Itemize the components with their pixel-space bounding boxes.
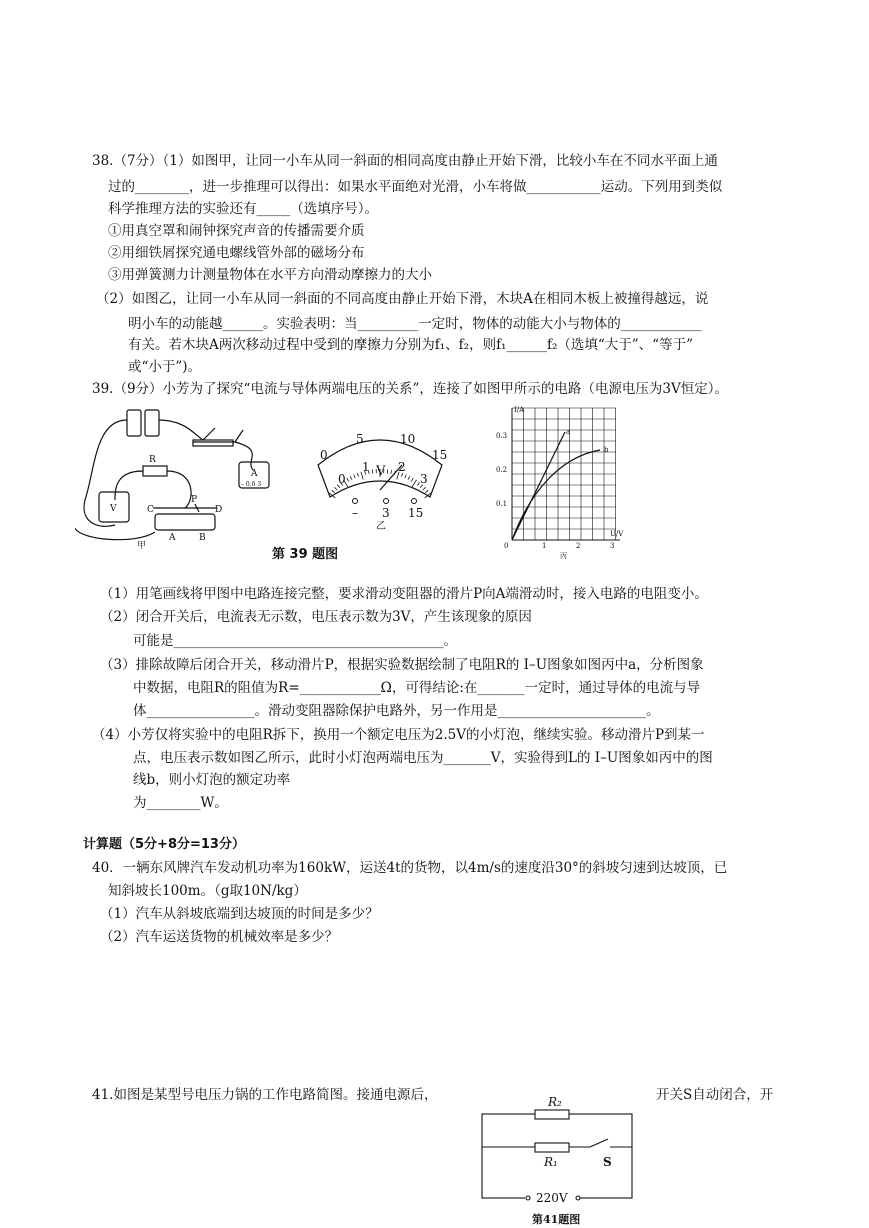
q40-line-2: 知斜坡长100m。（g取10N/kg）: [108, 883, 307, 899]
curve-a: [512, 432, 565, 540]
q40-sub-1: （1）汽车从斜坡底端到达坡顶的时间是多少？: [100, 906, 379, 922]
q39-sub-3-line-2: 中数据，电阻R的阻值为R=____________Ω，可得结论:在_______一定时，通过导体的电流与导: [133, 680, 701, 696]
label-fig-bing: 丙: [560, 552, 567, 560]
meter-terminal-neg: –: [352, 506, 358, 520]
pressure-cooker-circuit: [470, 1092, 645, 1228]
q38-line-3: 科学推理方法的实验还有_____（选填序号）。: [108, 201, 378, 217]
graph-xtick-1: 1: [542, 542, 547, 550]
label-s: S: [603, 1155, 612, 1169]
q38-option-2: ②用细铁屑探究通电螺线管外部的磁场分布: [108, 245, 365, 261]
q38-part2-line-3: 有关。若木块A两次移动过程中受到的摩擦力分别为f₁、f₂，则f₁______f₂（选填“大于”、“等于”: [128, 337, 693, 353]
meter-tick: [408, 476, 410, 480]
q38-option-1: ①用真空罩和闹钟探究声音的传播需要介质: [108, 223, 365, 239]
switch-base: [193, 440, 233, 446]
meter-tick: [354, 474, 356, 478]
meter-tick: [425, 490, 428, 493]
meter-bottom-tick-2: 2: [398, 460, 406, 474]
label-ammeter-terminals: – 0.6 3: [241, 481, 262, 488]
q39-sub-4-line-3: 线b，则小灯泡的额定功率: [133, 772, 291, 788]
meter-tick: [405, 474, 407, 478]
q38-part2-line-2: 明小车的动能越______。实验表明：当_________一定时，物体的动能大小与物体的____________: [128, 316, 702, 332]
graph-xtick-2: 2: [576, 542, 581, 550]
meter-tick: [423, 487, 426, 490]
calc-section-heading: 计算题（5分+8分=13分）: [83, 837, 245, 852]
label-V: V: [110, 504, 117, 514]
label-ammeter: A: [251, 469, 258, 479]
label-D: D: [215, 505, 223, 515]
meter-unit: V: [376, 464, 386, 479]
q39-sub-3-line-3: 体________________。滑动变阻器除保护电路外，另一作用是______________________。: [133, 703, 660, 719]
q41-text-left: 41.如图是某型号电压力锅的工作电路简图。接通电源后，: [92, 1087, 438, 1103]
label-A: A: [169, 533, 176, 543]
graph-ylabel: I/A: [514, 406, 525, 414]
meter-terminal-15: 15: [408, 506, 424, 520]
resistor-r2: [535, 1110, 569, 1119]
q39-sub-4-line-2: 点，电压表示数如图乙所示，此时小灯泡两端电压为_______V，实验得到L的 I–U图象如丙中的图: [133, 750, 713, 766]
meter-bottom-tick-0: 0: [338, 472, 346, 486]
q38-line-2: 过的________，进一步推理可以得出：如果水平面绝对光滑，小车将做___________运动。下列用到类似: [108, 179, 723, 195]
q39-sub-3-line-1: （3）排除故障后闭合开关，移动滑片P，根据实验数据绘制了电阻R的 I–U图象如图丙中a，分析图象: [100, 657, 704, 673]
graph-ytick-01: 0.1: [496, 500, 508, 508]
graph-ytick-02: 0.2: [496, 466, 508, 474]
circuit-diagram-jia: [75, 400, 275, 550]
q39-sub-1: （1）用笔画线将甲图中电路连接完整，要求滑动变阻器的滑片P向A端滑动时，接入电路的电阻变小。: [100, 586, 708, 602]
curve-b-label: b: [604, 446, 609, 454]
resistor-r1: [535, 1143, 569, 1152]
q40-line-1: 40．一辆东风牌汽车发动机功率为160kW，运送4t的货物，以4m/s的速度沿30°的斜坡匀速到达坡顶，已: [92, 860, 728, 876]
meter-tick: [411, 478, 413, 481]
battery-1: [127, 410, 141, 436]
iu-graph-bing: [490, 402, 630, 562]
meter-top-tick-15: 15: [432, 448, 448, 462]
graph-xtick-0: 0: [504, 542, 509, 550]
meter-terminal-3: 3: [382, 506, 390, 520]
meter-bottom-tick-1: 1: [362, 460, 370, 474]
q39-sub-2-line-1: （2）闭合开关后，电流表无示数，电压表示数为3V，产生该现象的原因: [100, 609, 532, 625]
q39-sub-4-line-4: 为________W。: [133, 795, 228, 811]
graph-xlabel: U/V: [610, 530, 624, 538]
meter-top-tick-0: 0: [320, 448, 328, 462]
q38-part2-line-4: 或“小于”)。: [128, 359, 202, 375]
q41-text-right: 开关S自动闭合，开: [656, 1087, 774, 1103]
q38-part2-line-1: （2）如图乙，让同一小车从同一斜面的不同高度由静止开始下滑，木块A在相同木板上被撞得越远，说: [96, 291, 709, 307]
meter-top-tick-5: 5: [356, 432, 364, 446]
meter-tick: [391, 470, 392, 474]
curve-b: [512, 450, 600, 540]
label-r1: R₁: [544, 1155, 558, 1169]
label-voltage: 220V: [536, 1191, 568, 1205]
meter-bottom-tick-3: 3: [420, 472, 428, 486]
q38-option-3: ③用弹簧测力计测量物体在水平方向滑动摩擦力的大小: [108, 267, 432, 283]
resistor-r: [143, 466, 167, 476]
meter-tick: [357, 473, 358, 477]
curve-a-label: a: [566, 428, 571, 436]
label-fig-yi: 乙: [376, 521, 386, 530]
q40-sub-2: （2）汽车运送货物的机械效率是多少？: [100, 929, 339, 945]
meter-top-tick-10: 10: [400, 432, 416, 446]
q39-figure-caption: 第 39 题图: [272, 547, 339, 562]
q41-figure-caption: 第41题图: [532, 1213, 581, 1226]
label-C: C: [147, 505, 154, 515]
label-fig-jia: 甲: [137, 541, 147, 550]
q39-intro: 39.（9分）小芳为了探究“电流与导体两端电压的关系”，连接了如图甲所示的电路（电源电压为3V恒定）。: [92, 381, 728, 397]
rheostat: [155, 514, 215, 530]
meter-tick: [332, 490, 335, 493]
label-R: R: [149, 455, 156, 465]
battery-2: [145, 410, 159, 436]
q38-line-1: 38.（7分）（1）如图甲，让同一小车从同一斜面的相同高度由静止开始下滑，比较小车在不同水平面上通: [92, 153, 718, 169]
q39-sub-4-line-1: （4）小芳仅将实验中的电阻R拆下，换用一个额定电压为2.5V的小灯泡，继续实验。移动滑片P到某一: [92, 727, 705, 743]
meter-tick: [412, 480, 416, 487]
voltmeter-dial-yi: [310, 425, 450, 530]
label-B: B: [199, 533, 206, 543]
graph-xtick-3: 3: [610, 542, 615, 550]
label-r2: R₂: [548, 1095, 562, 1109]
meter-tick: [334, 487, 337, 490]
label-P: P: [191, 495, 198, 505]
meter-tick: [347, 478, 349, 481]
q39-sub-2-line-2: 可能是________________________________________。: [133, 633, 457, 649]
meter-tick: [350, 476, 352, 480]
graph-ytick-03: 0.3: [496, 432, 508, 440]
